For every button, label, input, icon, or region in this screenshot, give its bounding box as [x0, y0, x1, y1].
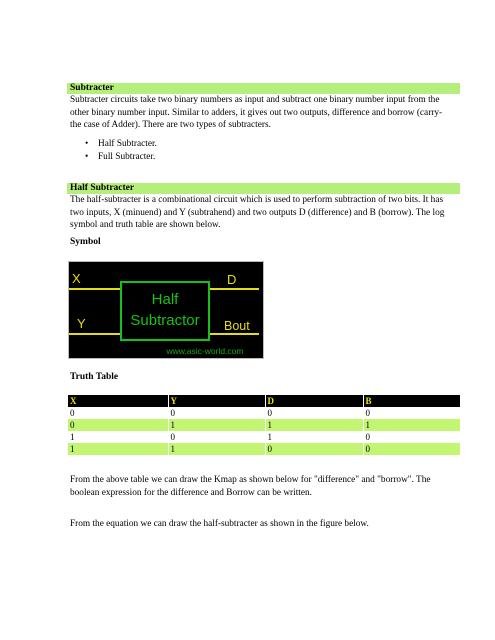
table-cell: 0	[363, 431, 460, 443]
text-line: Subtracter circuits take two binary numbers as input and subtract one binary number input from the	[70, 95, 440, 105]
header-cell-d: D	[265, 395, 363, 407]
text-line: boolean expression for the difference and Borrow can be written.	[70, 487, 312, 498]
table-cell: 0	[363, 443, 460, 455]
table-cell: 0	[265, 443, 363, 455]
symbol-diagram	[69, 262, 264, 359]
text-line: other binary number input. Similar to adders, it gives out two outputs, difference and borrow (carry-	[70, 107, 443, 118]
header-cell-b: B	[363, 395, 460, 407]
table-cell: 1	[363, 419, 460, 431]
input-x-label: X	[72, 271, 81, 286]
truth-table	[68, 395, 461, 455]
list-item: • Full Subtracter.	[70, 151, 157, 164]
input-y-label: Y	[77, 316, 86, 331]
half-subtracter-description	[70, 194, 458, 232]
watermark-text: www.asic-world.com	[166, 346, 244, 356]
table-row	[68, 407, 460, 419]
text-line: the case of Adder). There are two types of subtracters.	[70, 120, 271, 131]
table-row	[68, 443, 460, 455]
table-cell: 0	[68, 407, 168, 419]
kmap-description	[70, 474, 458, 499]
table-cell: 0	[168, 407, 265, 419]
truth-table-heading: Truth Table	[70, 372, 119, 382]
subtracter-types-list	[70, 138, 157, 163]
table-cell: 1	[68, 443, 168, 455]
equation-description: From the equation we can draw the half-subtracter as shown in the figure below.	[70, 519, 369, 529]
list-item: • Half Subtracter.	[70, 138, 157, 151]
table-cell: 0	[168, 431, 265, 443]
section-title-subtracter: Subtracter	[67, 83, 460, 94]
table-cell: 1	[68, 431, 168, 443]
table-cell: 0	[68, 419, 168, 431]
table-cell: 1	[265, 431, 363, 443]
text-line: two inputs, X (minuend) and Y (subtrahend) and two outputs D (difference) and B (borrow). The log	[70, 207, 445, 218]
text-line: From the above table we can draw the Kmap as shown below for "difference" and "borrow". The	[70, 475, 431, 485]
table-row	[68, 419, 460, 431]
block-label-half: Half	[151, 291, 179, 308]
table-cell: 0	[265, 407, 363, 419]
half-subtractor-symbol-image	[68, 261, 264, 359]
table-cell: 1	[168, 443, 265, 455]
text-line: symbol and truth table are shown below.	[70, 220, 221, 231]
section-title-half-subtracter: Half Subtracter	[67, 183, 460, 194]
output-d-label: D	[227, 272, 237, 287]
table-cell: 1	[265, 419, 363, 431]
table-cell: 0	[363, 407, 460, 419]
text-line: The half-subtracter is a combinational circuit which is used to perform subtraction of two bits. It has	[70, 195, 444, 205]
table-cell: 1	[168, 419, 265, 431]
header-cell-y: Y	[168, 395, 265, 407]
subtracter-description	[70, 94, 458, 132]
block-label-subtractor: Subtractor	[130, 312, 200, 329]
table-row	[68, 431, 460, 443]
output-bout-label: Bout	[224, 319, 250, 333]
table-header-row	[68, 395, 460, 407]
symbol-heading: Symbol	[70, 237, 101, 247]
header-cell-x: X	[68, 395, 168, 407]
